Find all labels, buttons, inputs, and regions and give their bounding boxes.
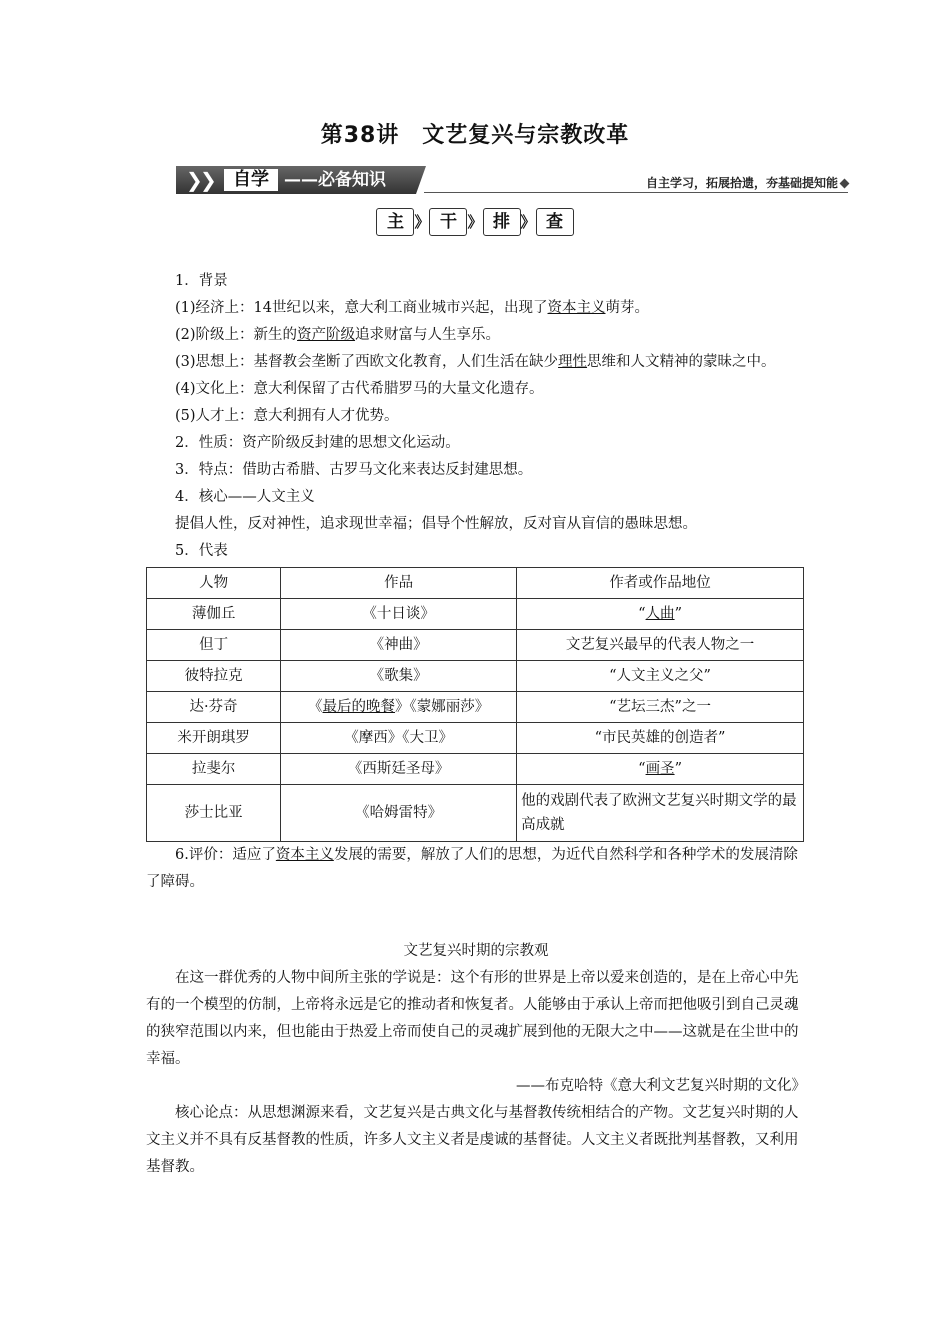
table-cell-person: 彼特拉克 — [147, 661, 281, 692]
table-row — [147, 723, 804, 754]
table-header: 作品 — [281, 568, 517, 599]
text: 追求财富与人生享乐。 — [355, 327, 501, 343]
table-row — [147, 599, 804, 630]
section-heading-char: 查 — [536, 208, 574, 236]
underlined-term: 画圣 — [645, 761, 675, 777]
text: 发展的需要，解放了人们的思想，为近代自然科学和各种学术的发展清除了障碍。 — [146, 847, 798, 890]
banner-divider — [424, 192, 848, 193]
section-banner — [176, 166, 848, 196]
lesson-title: 第38讲 文艺复兴与宗教改革 — [320, 123, 630, 148]
text: ” — [674, 761, 682, 777]
text: “ — [638, 761, 646, 777]
item-class — [146, 322, 806, 349]
item-culture: (4)文化上：意大利保留了古代希腊罗马的大量文化遗存。 — [175, 381, 544, 397]
representatives-table — [146, 567, 804, 842]
table-cell-work: 《神曲》 — [281, 630, 517, 661]
reading-heading: 文艺复兴时期的宗教观 — [403, 943, 549, 959]
diamond-icon — [840, 179, 850, 189]
table-cell-status — [517, 599, 804, 630]
table-cell-status: “艺坛三杰”之一 — [517, 692, 804, 723]
item-background: 1．背景 — [175, 273, 228, 289]
item-core-desc: 提倡人性，反对神性，追求现世幸福；倡导个性解放，反对盲从盲信的愚昧思想。 — [175, 516, 697, 532]
table-cell-person: 薄伽丘 — [147, 599, 281, 630]
underlined-term: 资本主义 — [547, 300, 606, 316]
table-cell-person: 莎士比亚 — [147, 785, 281, 842]
table-cell-work — [281, 692, 517, 723]
table-row — [147, 692, 804, 723]
chevron-right-icon: 》 — [520, 213, 536, 231]
reading-core-argument: 核心论点：从思想渊源来看，文艺复兴是古典文化与基督教传统相结合的产物。文艺复兴时期的人文主义并不具有反基督教的性质，许多人文主义者是虔诚的基督徒。人文主义者既批判基督教，又利用基督教。 — [146, 1105, 799, 1175]
text: 6.评价：适应了 — [175, 847, 276, 863]
item-thought — [146, 349, 806, 376]
text: 》《蒙娜丽莎》 — [395, 699, 490, 715]
text: (1)经济上：14世纪以来，意大利工商业城市兴起，出现了 — [175, 300, 548, 316]
item-talent: (5)人才上：意大利拥有人才优势。 — [175, 408, 399, 424]
text: “ — [638, 606, 646, 622]
banner-box-label: 自学 — [224, 169, 278, 191]
table-row — [147, 785, 804, 842]
underlined-term: 资产阶级 — [297, 327, 356, 343]
section-heading-char: 干 — [429, 208, 467, 236]
underlined-term: 理性 — [558, 354, 588, 370]
chevron-right-icon: 》 — [467, 213, 483, 231]
text: 《 — [308, 699, 323, 715]
table-row — [147, 630, 804, 661]
table-row — [147, 661, 804, 692]
table-cell-person: 米开朗琪罗 — [147, 723, 281, 754]
section-heading-char: 排 — [483, 208, 521, 236]
table-cell-work: 《西斯廷圣母》 — [281, 754, 517, 785]
table-header: 作者或作品地位 — [517, 568, 804, 599]
item-economy — [146, 295, 806, 322]
item-nature: 2．性质：资产阶级反封建的思想文化运动。 — [175, 435, 460, 451]
table-cell-work: 《十日谈》 — [281, 599, 517, 630]
chevron-right-icon: ❯ — [200, 168, 217, 192]
section-heading-char: 主 — [376, 208, 414, 236]
table-cell-work: 《哈姆雷特》 — [281, 785, 517, 842]
banner-subtitle: 自主学习，拓展拾遗，夯基础提知能 — [645, 176, 838, 190]
underlined-term: 人曲 — [645, 606, 675, 622]
table-cell-work: 《歌集》 — [281, 661, 517, 692]
text: (3)思想上：基督教会垄断了西欧文化教育，人们生活在缺少 — [175, 354, 559, 370]
table-header: 人物 — [147, 568, 281, 599]
table-cell-person: 拉斐尔 — [147, 754, 281, 785]
table-cell-status: “市民英雄的创造者” — [517, 723, 804, 754]
table-cell-person: 但丁 — [147, 630, 281, 661]
item-core: 4．核心——人文主义 — [175, 489, 315, 505]
item-representatives: 5．代表 — [175, 543, 228, 559]
underlined-term: 最后的晚餐 — [322, 699, 396, 715]
chevron-right-icon: 》 — [414, 213, 430, 231]
table-header-row — [147, 568, 804, 599]
text: ” — [674, 606, 682, 622]
banner-label: ——必备知识 — [284, 170, 386, 190]
section-heading — [0, 208, 950, 236]
table-cell-work: 《摩西》《大卫》 — [281, 723, 517, 754]
main-content — [146, 268, 806, 1181]
table-cell-status: 他的戏剧代表了欧洲文艺复兴时期文学的最高成就 — [517, 785, 804, 842]
table-cell-person: 达·芬奇 — [147, 692, 281, 723]
table-row — [147, 754, 804, 785]
text: (2)阶级上：新生的 — [175, 327, 298, 343]
reading-source: ——布克哈特《意大利文艺复兴时期的文化》 — [516, 1078, 806, 1094]
chevron-right-icon: ❯ — [186, 168, 203, 192]
table-cell-status: “人文主义之父” — [517, 661, 804, 692]
item-evaluation-text — [146, 842, 806, 896]
item-feature: 3．特点：借助古希腊、古罗马文化来表达反封建思想。 — [175, 462, 533, 478]
table-cell-status: 文艺复兴最早的代表人物之一 — [517, 630, 804, 661]
text: 思维和人文精神的蒙昧之中。 — [587, 354, 776, 370]
text: 萌芽。 — [605, 300, 649, 316]
underlined-term: 资本主义 — [275, 847, 334, 863]
reading-quote: 在这一群优秀的人物中间所主张的学说是：这个有形的世界是上帝以爱来创造的，是在上帝心中先有的一个模型的仿制，上帝将永远是它的推动者和恢复者。人能够由于承认上帝而把他吸引到自己灵魂的狭窄范围以内来，但也能由于热爱上帝而使自己的灵魂扩展到他的无限大之中——这就是在尘世中的幸福。 — [146, 970, 799, 1067]
table-cell-status — [517, 754, 804, 785]
